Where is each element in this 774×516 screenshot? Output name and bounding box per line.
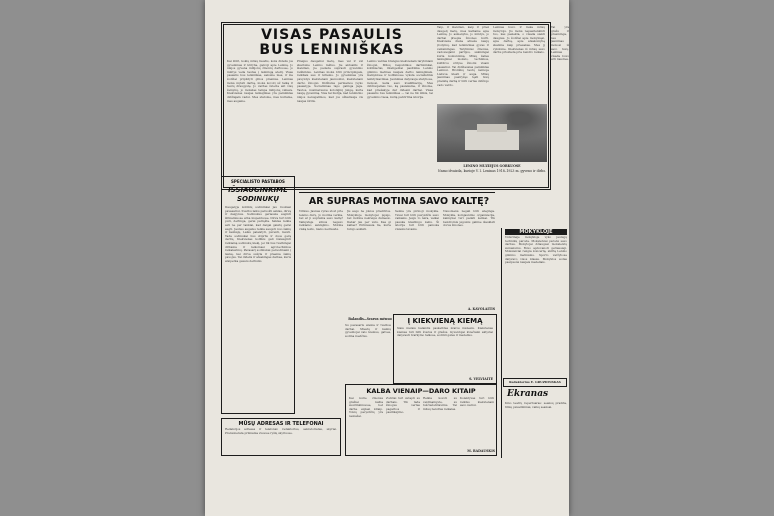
speech-column-1: Kai kurie žmonės gražiai kalba susirinkimuose, bet darbe elgiasi kitaip. Tokių pavyzdžių yra nemažai.	[349, 397, 383, 418]
museum-caption-title: LENINO MUZIEJUS GORKUOSE	[463, 164, 521, 168]
editor-label: Redaktorius E. GRUZDINSKAS	[509, 380, 561, 384]
museum-caption-text: Namo išvaizda, kurioje V. I. Leninas 1918–1923 m. gyveno ir dirbo.	[437, 169, 547, 173]
seedlings-kicker: SPECIALISTO PASTABOS	[231, 179, 285, 184]
lead-column-2: Praėjus daugeliui metų, mes vėl ir vėl skaitome Lenino raštus. Jie aktualūs ir šiandien, jie padeda suprasti gyvenimo reiškinius. Leninas mokė būti principingais, reikliais sau ir kitiems. Jo gyvenimas yra pavyzdys kiekvienam jaunuoliui, kiekvienam darbo žmogui. Didžiulės permainos įvyko pasaulyje. Socializmas tapo galinga jėga. Tautos, nusimetusios kolonijinį jungą, kuria naują gyvenimą. Visa tai liudija, kad leninizmo idėjos nenugalimos, kad jos užkariauja vis naujas širdis.	[297, 60, 363, 103]
museum-building-shape	[465, 130, 519, 150]
speech-column-4: Kolektyvas turi būti reiklus kiekvienam savo nariui.	[460, 397, 494, 408]
spring-author: S. VELVIAITE	[469, 377, 493, 381]
mokykloje-title: MOKYKLOJE	[505, 229, 567, 235]
mother-author: A. KAVOLAITIS	[467, 307, 495, 311]
seedlings-title-line2: SODINUKŲ	[236, 195, 280, 203]
ekranas-logo: Ekranas	[507, 389, 549, 399]
lead-column-3: Lenino vardas brangus kiekvienam tarybiniam žmogui. Mūsų respublikos darbininkai, kolūkiečiai, inteligentai pasitinka Lenino gimimo metines naujais darbo laimėjimais. Gamyklose ir kolūkiuose vyksta socialistinis lenktyniavimas. Jaunimas dalyvauja statybose, mokosi, kelia savo kvalifikaciją. Mes didžiuojamės tuo, ką pasiekėme, ir žinome, kad priešakyje dar didesni darbai. Visas pasaulis bus leniniškas — tai ne tik šūkis, tai gyvenimo tiesa, kurią patvirtina istorija.	[367, 60, 433, 99]
lead-title-line2: BUS LENINIŠKAS	[259, 42, 405, 58]
mokykloje-body: Vidurinėje mokykloje vyko jaunųjų technikų paroda. Moksleiviai parodė savo darbus. Mokytojai džiaugėsi moksleivių sumanumu. Buvo apdovanoti geriausieji. Moksleiviai rengia koncertą, skirtą Lenino gimimo metinėms. Sporto varžybose dalyvavo visos klasės. Mokyklos sodas pasipuošė naujais medeliais.	[505, 236, 567, 265]
mother-column-4: Visuomenė negali būti abejinga. Mokykla, komjaunimo organizacija, kaimynai turi padėti šeimai. Tik bendromis jėgomis galime išauklėti dorus žmones.	[443, 210, 495, 228]
seedlings-title-line1: IŠSIAUGINKIME	[228, 186, 288, 194]
lead-column-1: Kai žiūri, kokių mūsų liaudis, koks didelis jos gyvenimas ir kūryba, galvoji apie Leniną. Jo idėjos gyvena milijonų žmonių darbuose, jo mintys veda tautas į laimingą ateitį. Visas pasaulis bus leniniškas, sakome mes, ir šie žodžiai pripildyti gilios prasmės. Leninas mokė mylėti darbą, mokė kovoti už taiką ir tautų draugystę. Jo vardas šviečia ant visų žemynų, jo mokslas tampa milijonų vėliava. Kiekvienas naujas laimėjimas yra paminklas didžiajam vadui. Mes statome, mes kuriame, mes augame.	[227, 60, 293, 103]
museum-roof-shape	[477, 124, 507, 132]
mother-column-3: Šeima yra pirmoji mokykla. Tėvai turi būti pavyzdžiu savo vaikams. Jeigu to nėra, vaikai pasuka klaidingu keliu. Ši istorija turi būti pamoka visiems tėvams.	[395, 210, 439, 231]
right-top-column: Tai yra gražu ir prasminga, nes jaunimas mokosi iš savo tėvų. Leninas visada buvo arti liaudies.	[551, 26, 569, 62]
newspaper-page	[205, 0, 569, 516]
seedlings-body: Daugelyje kolūkių sodininkai jau ruošiasi pavasariui. Svarbu laiku paruošti sėklas, dirvą ir daigynus. Sodinukus geriausia auginti šiltnamiuose arba inspektuose. Dirva turi būti puri, derlinga, gerai patręšta. Sėklas reikia sėti ne per tankiai, kad daigai galėtų gerai augti. Jaunus augalus reikia saugoti nuo šalnų ir kenkėjų. Laiku palaistyti, purenti, ravėti. Tada sodinukai bus stiprūs ir duos gerą derlių. Kiekvienas kolūkis gali išsiauginti reikiamą sodinukų kiekį, jei tik bus tvarkingai dirbama ir laikomasi agrotechnikos reikalavimų. Pavasarį sodinukai persodinami į lauką, kai dirva sušyla ir praeina šalnų pavojus. Tai didelis ir atsakingas darbas, kuris atsiperka gausiu derliumi.	[225, 206, 291, 263]
spring-title: Į KIEKVIENĄ KIEMĄ	[407, 317, 483, 325]
addresses-body: Redakcijos adresas ir telefonai: redaktorius, sekretoriatas, skyriai. Prenumerata priimama visuose ryšių skyriuose.	[225, 428, 337, 435]
spring-kicker: Balandis—švarus mėnuo	[348, 317, 392, 321]
mother-column-2: Jis augo be jokios priežiūros. Mokykloje mokytojai įspėjo, bet motina nekreipė dėmesio. Dabar jau per vėlu. Kas gi kaltas? Pirmiausia tie, kurie turėjo auklėti.	[347, 210, 391, 231]
lead-title-line1: VISAS PASAULIS	[261, 27, 403, 43]
lead-column-4: Taip, ir šiandien, kaip ir prieš daugelį metų, mes kalbame apie Leniną. Jo asmenybė, jo mintys, jo darbai įkvepia žmones kurti. Kiekviena diena atneša naujų įrodymų, kad leninizmas gyvas ir veiksmingas. Tarybiniai žmonės, vadovaujami partijos, sėkmingai kuria komunizmą. Mūsų šalies laimėjimai mokslo, technikos, kultūros srityse žinomi visam pasauliui. Tai didžiausias paminklas Leninui. Broliškų tautų šeimoje Lietuva klesti ir auga. Mūsų jaunimas pasiryžęs tęsti tėvų pradėtą darbą ir būti vertas didžiojo vado vardo.	[437, 26, 489, 87]
museum-photo	[437, 104, 547, 162]
mokykloje-left-rule	[501, 228, 502, 458]
lead-column-5: Leninas buvo ir lieka mūsų mokytoju. Jis mokė nepasitenkinti tuo, kas pasiekta, o visada siekti daugiau. Jo žodžiai apie mokymąsi, apie darbą, apie atsakomybę skamba kaip priesakas. Mes jį vykdome. Kiekvienas iš mūsų savo darbu prisideda prie bendro reikalo.	[493, 26, 545, 55]
speech-column-2: Žodžiai turi sutapti su darbais. Tik tada žmogus vertas pagarbos ir pasitikėjimo.	[386, 397, 420, 415]
mother-title: AR SUPRAS MOTINA SAVO KALTĘ?	[308, 196, 490, 207]
mother-column-1: Vilnius. Jaunas vyras stovi prie teismo durų. Jo motina verkia, bet ar ji supranta savo kaltę? Vaikystėje sūnus negavo reikiamo auklėjimo. Motina viską leido, nieko nedraudė.	[299, 210, 343, 231]
speech-author: M. RADAUSKIS	[467, 449, 495, 453]
spring-body-left: Su pavasariu ateina ir tvarkos darbai. Miestų ir kaimų gyventojai valo kiemus, gatves, sodina medžius.	[345, 324, 391, 338]
speech-column-3: Reikia kovoti su veidmainyste, su tuščiažodžiavimu. Tai mūsų bendras reikalas.	[423, 397, 457, 411]
addresses-title: MŪSŲ ADRESAS IR TELEFONAI	[238, 421, 324, 427]
ekranas-listings: Kino teatrų repertuaras: seansų pradžia, filmų pavadinimai, vaikų seansai.	[505, 402, 567, 409]
mother-top-rule	[299, 192, 495, 193]
speech-title: KALBA VIENAIP—DARO KITAIP	[366, 387, 476, 395]
spring-body-right: Šiais metais balandis paskelbtas švaros mėnesiu. Kiekvienas kiemas turi būti švarus ir gražus. Gyventojai kviečiami aktyviai dalyvauti tvarkymo talkose, sodinti gėles ir medelius.	[397, 327, 493, 338]
